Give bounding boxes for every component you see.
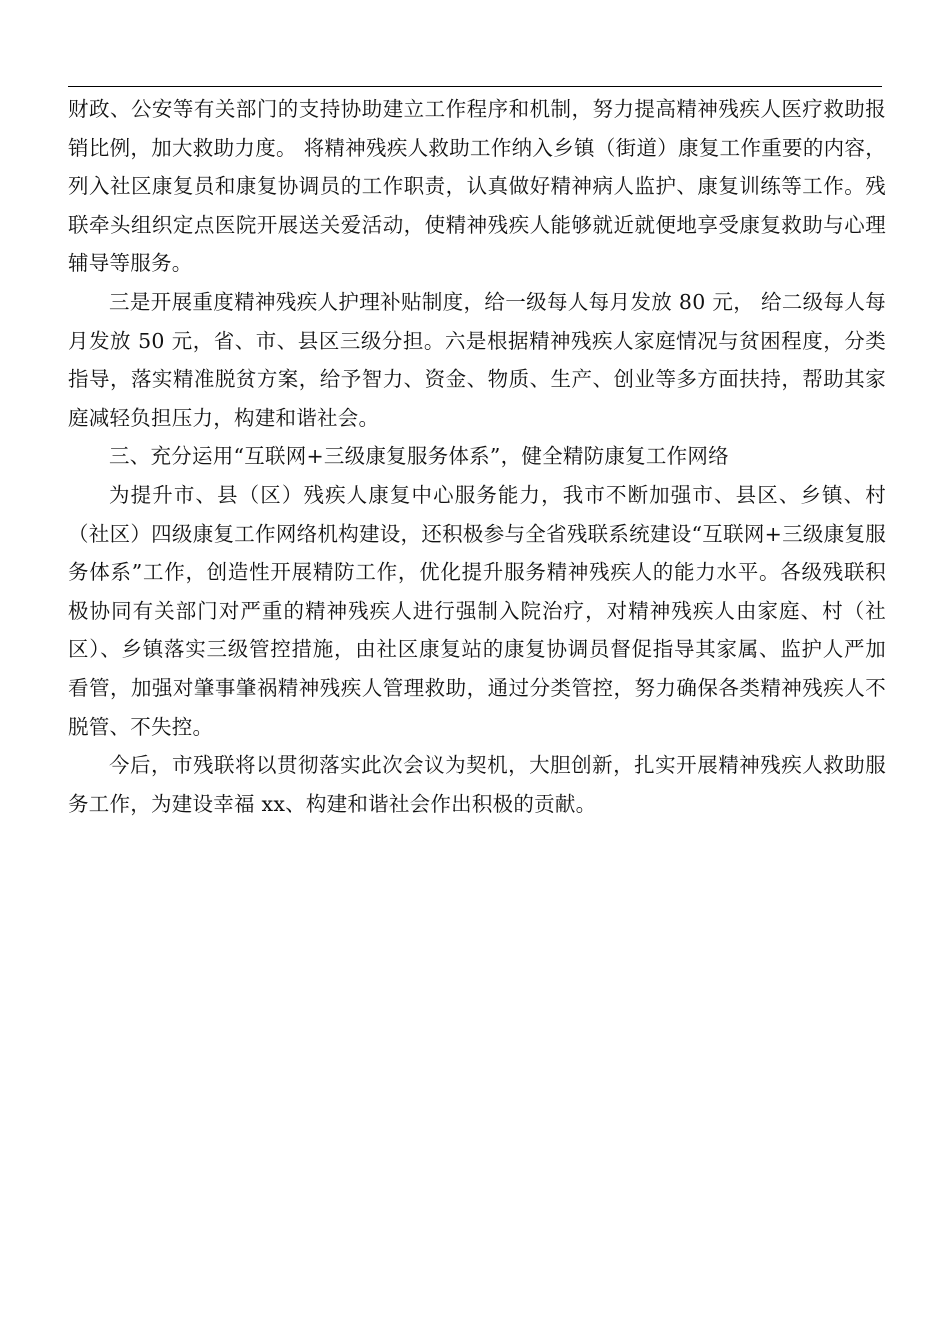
paragraph-nursing-subsidy: 三是开展重度精神残疾人护理补贴制度，给一级每人每月发放 80 元， 给二级每人每月发放 50 元，省、市、县区三级分担。六是根据精神残疾人家庭情况与贫困程度，分类指导，落实精准脱贫方案，给予智力、资金、物质、生产、创业等多方面扶持，帮助其家庭减轻负担压力，构建和谐社会。 [68,289,886,430]
section-heading-internet-rehab: 三、充分运用“互联网+三级康复服务体系”，健全精防康复工作网络 [109,444,729,469]
paragraph-conclusion: 今后，市残联将以贯彻落实此次会议为契机，大胆创新，扎实开展精神残疾人救助服务工作，为建设幸福 xx、构建和谐社会作出积极的贡献。 [68,753,886,816]
header-rule [68,86,882,87]
paragraph-rehab-network: 为提升市、县（区）残疾人康复中心服务能力，我市不断加强市、县区、乡镇、村（社区）四级康复工作网络机构建设，还积极参与全省残联系统建设“互联网+三级康复服务体系”工作，创造性开展精防工作，优化提升服务精神残疾人的能力水平。各级残联积极协同有关部门对严重的精神残疾人进行强制入院治疗，对精神残疾人由家庭、村（社区）、乡镇落实三级管控措施，由社区康复站的康复协调员督促指导其家属、监护人严加看管，加强对肇事肇祸精神残疾人管理救助，通过分类管控，努力确保各类精神残疾人不脱管、不失控。 [68,482,886,739]
paragraph-continued: 财政、公安等有关部门的支持协助建立工作程序和机制，努力提高精神残疾人医疗救助报销比例，加大救助力度。 将精神残疾人救助工作纳入乡镇（街道）康复工作重要的内容，列入社区康复员和康复协调员的工作职责，认真做好精神病人监护、康复训练等工作。残联牵头组织定点医院开展送关爱活动，使精神残疾人能够就近就便地享受康复救助与心理辅导等服务。 [68,97,886,276]
document-body [68,90,886,823]
